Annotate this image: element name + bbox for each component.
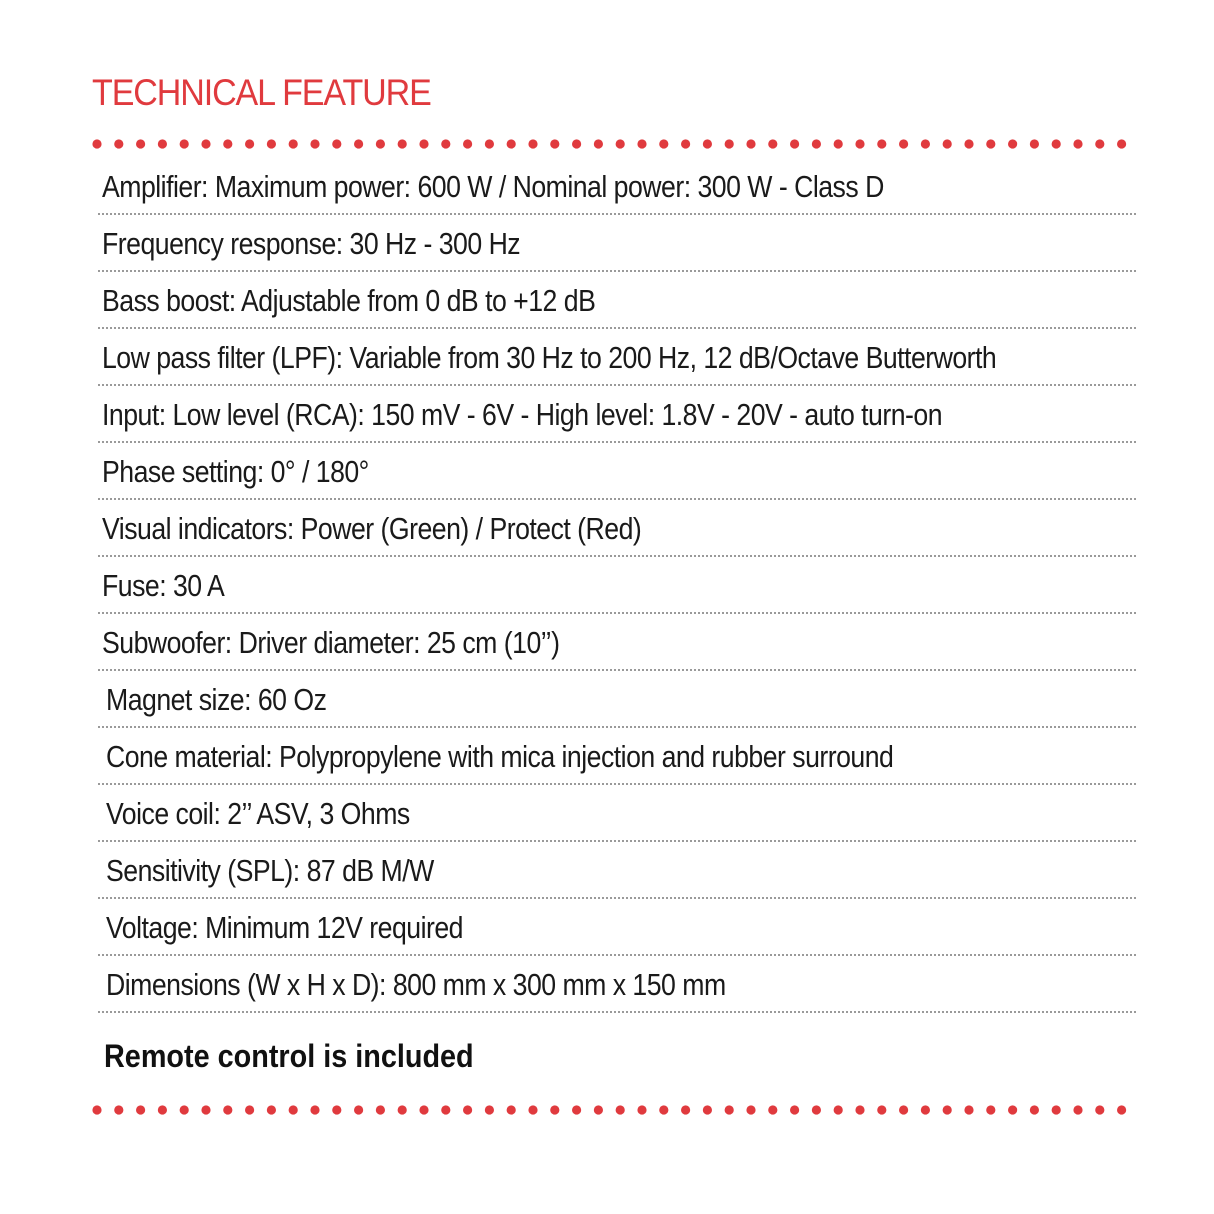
divider-dot [1030, 1105, 1039, 1114]
divider-dot [289, 139, 298, 148]
divider-dot [245, 139, 254, 148]
divider-dot [616, 139, 625, 148]
divider-dot [92, 1105, 101, 1114]
divider-dot [1073, 1105, 1082, 1114]
divider-dot [376, 1105, 385, 1114]
spec-list [98, 158, 1136, 1013]
divider-dot [441, 1105, 450, 1114]
divider-dot [746, 139, 755, 148]
divider-dot [637, 139, 646, 148]
divider-dot [398, 1105, 407, 1114]
spec-row-amplifier [98, 158, 1136, 215]
divider-dot [245, 1105, 254, 1114]
spec-text: Voltage: Minimum 12V required [106, 910, 463, 945]
spec-text: Dimensions (W x H x D): 800 mm x 300 mm x 150 mm [106, 967, 726, 1002]
spec-row-voltage [98, 899, 1136, 956]
divider-dot [485, 139, 494, 148]
divider-dot [1073, 139, 1082, 148]
spec-row-bass-boost [98, 272, 1136, 329]
divider-dot [398, 139, 407, 148]
divider-dot [877, 139, 886, 148]
divider-dot [419, 139, 428, 148]
spec-text: Fuse: 30 A [102, 568, 225, 603]
divider-dot [419, 1105, 428, 1114]
divider-dot [790, 139, 799, 148]
divider-dot [92, 139, 101, 148]
spec-row-frequency-response [98, 215, 1136, 272]
divider-dot [964, 1105, 973, 1114]
divider-dot [594, 1105, 603, 1114]
spec-row-sensitivity [98, 842, 1136, 899]
divider-dot [812, 139, 821, 148]
divider-dot [899, 139, 908, 148]
divider-dot [354, 1105, 363, 1114]
divider-dot [768, 1105, 777, 1114]
spec-row-magnet-size [98, 671, 1136, 728]
remote-control-note: Remote control is included [104, 1038, 474, 1074]
divider-dot [681, 139, 690, 148]
divider-dot [768, 139, 777, 148]
bottom-dotted-divider [92, 1104, 1142, 1116]
spec-row-voice-coil [98, 785, 1136, 842]
divider-dot [201, 139, 210, 148]
divider-dot [790, 1105, 799, 1114]
divider-dot [136, 1105, 145, 1114]
spec-text: Low pass filter (LPF): Variable from 30 Hz to 200 Hz, 12 dB/Octave Butterworth [102, 340, 997, 375]
divider-dot [332, 1105, 341, 1114]
divider-dot [594, 139, 603, 148]
divider-dot [1117, 139, 1126, 148]
spec-text: Phase setting: 0° / 180° [102, 454, 369, 489]
divider-dot [114, 1105, 123, 1114]
spec-row-fuse [98, 557, 1136, 614]
spec-text: Voice coil: 2’’ ASV, 3 Ohms [106, 796, 410, 831]
divider-dot [332, 139, 341, 148]
divider-dot [725, 139, 734, 148]
divider-dot [463, 1105, 472, 1114]
divider-dot [725, 1105, 734, 1114]
divider-dot [180, 139, 189, 148]
divider-dot [1052, 1105, 1061, 1114]
top-dotted-divider [92, 138, 1142, 150]
divider-dot [201, 1105, 210, 1114]
divider-dot [180, 1105, 189, 1114]
divider-dot [637, 1105, 646, 1114]
spec-row-low-pass-filter [98, 329, 1136, 386]
divider-dot [1095, 139, 1104, 148]
divider-dot [746, 1105, 755, 1114]
divider-dot [485, 1105, 494, 1114]
divider-dot [943, 139, 952, 148]
divider-dot [943, 1105, 952, 1114]
divider-dot [1117, 1105, 1126, 1114]
divider-dot [616, 1105, 625, 1114]
spec-text: Magnet size: 60 Oz [106, 682, 327, 717]
divider-dot [267, 1105, 276, 1114]
divider-dot [550, 139, 559, 148]
divider-dot [376, 139, 385, 148]
page-title: TECHNICAL FEATURE [92, 72, 431, 113]
divider-dot [223, 1105, 232, 1114]
divider-dot [267, 139, 276, 148]
divider-dot [310, 139, 319, 148]
divider-dot [572, 1105, 581, 1114]
divider-dot [964, 139, 973, 148]
divider-dot [354, 139, 363, 148]
divider-dot [158, 1105, 167, 1114]
divider-dot [223, 139, 232, 148]
divider-dot [114, 139, 123, 148]
divider-dot [528, 1105, 537, 1114]
divider-dot [855, 1105, 864, 1114]
divider-dot [986, 139, 995, 148]
divider-dot [136, 139, 145, 148]
spec-row-input [98, 386, 1136, 443]
spec-row-phase-setting [98, 443, 1136, 500]
divider-dot [507, 139, 516, 148]
divider-dot [877, 1105, 886, 1114]
divider-dot [528, 139, 537, 148]
divider-dot [310, 1105, 319, 1114]
divider-dot [572, 139, 581, 148]
spec-row-subwoofer [98, 614, 1136, 671]
spec-text: Bass boost: Adjustable from 0 dB to +12 dB [102, 283, 596, 318]
spec-text: Amplifier: Maximum power: 600 W / Nominal power: 300 W - Class D [102, 169, 884, 204]
divider-dot [703, 139, 712, 148]
divider-dot [1030, 139, 1039, 148]
divider-dot [289, 1105, 298, 1114]
divider-dot [855, 139, 864, 148]
divider-dot [659, 139, 668, 148]
divider-dot [550, 1105, 559, 1114]
spec-text: Input: Low level (RCA): 150 mV - 6V - High level: 1.8V - 20V - auto turn-on [102, 397, 943, 432]
spec-text: Frequency response: 30 Hz - 300 Hz [102, 226, 521, 261]
spec-text: Cone material: Polypropylene with mica injection and rubber surround [106, 739, 894, 774]
divider-dot [921, 139, 930, 148]
spec-row-dimensions [98, 956, 1136, 1013]
divider-dot [703, 1105, 712, 1114]
divider-dot [899, 1105, 908, 1114]
divider-dot [659, 1105, 668, 1114]
spec-text: Visual indicators: Power (Green) / Protect (Red) [102, 511, 642, 546]
spec-text: Sensitivity (SPL): 87 dB M/W [106, 853, 434, 888]
divider-dot [1008, 139, 1017, 148]
divider-dot [1095, 1105, 1104, 1114]
divider-dot [441, 139, 450, 148]
divider-dot [812, 1105, 821, 1114]
divider-dot [1008, 1105, 1017, 1114]
spec-text: Subwoofer: Driver diameter: 25 cm (10’’) [102, 625, 560, 660]
spec-row-cone-material [98, 728, 1136, 785]
divider-dot [681, 1105, 690, 1114]
divider-dot [158, 139, 167, 148]
divider-dot [986, 1105, 995, 1114]
divider-dot [834, 139, 843, 148]
divider-dot [834, 1105, 843, 1114]
divider-dot [463, 139, 472, 148]
divider-dot [921, 1105, 930, 1114]
divider-dot [1052, 139, 1061, 148]
spec-row-visual-indicators [98, 500, 1136, 557]
divider-dot [507, 1105, 516, 1114]
